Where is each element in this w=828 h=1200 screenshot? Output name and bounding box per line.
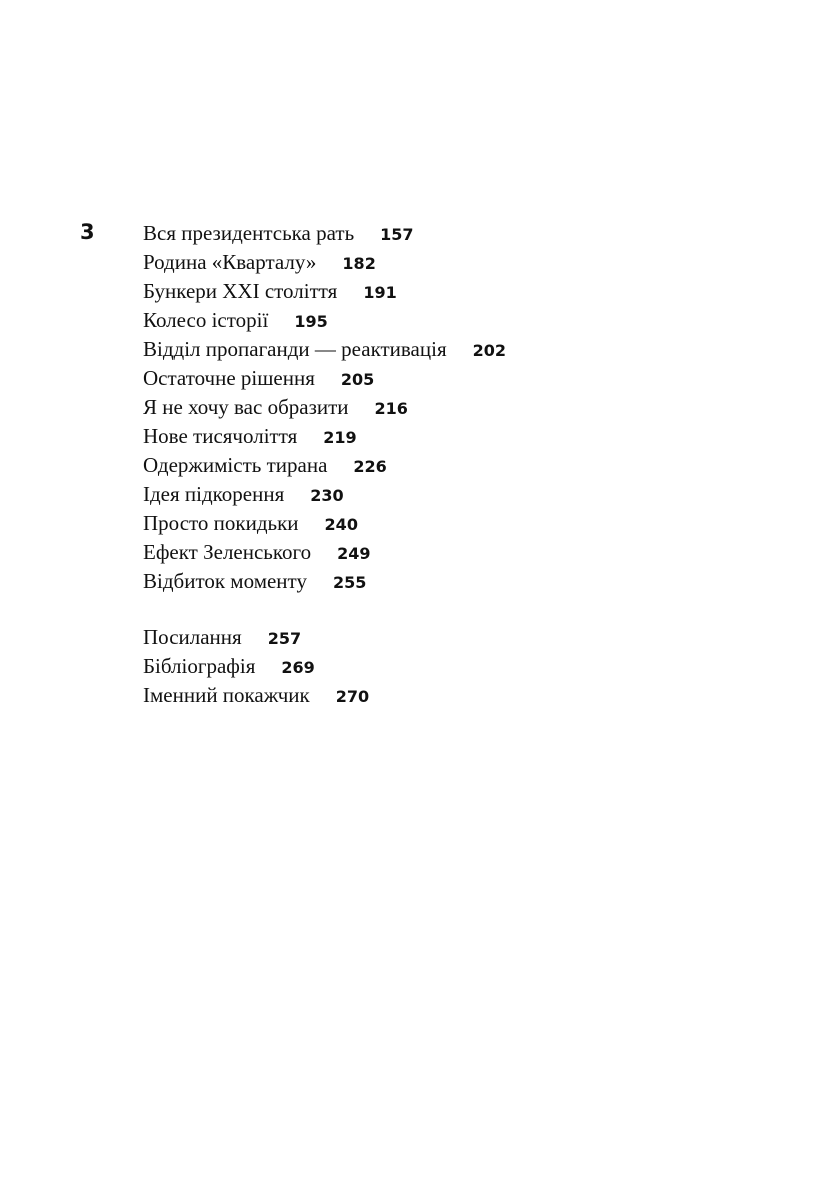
page-number: 191 [363,283,397,302]
page-number: 182 [342,254,376,273]
toc-entry [143,306,506,335]
page-number: 205 [340,370,375,389]
toc-entry [143,451,506,480]
chapter-title: Родина «Кварталу» [143,250,317,274]
part-number: 3 [80,220,95,244]
page-number: 202 [472,341,507,360]
chapter-title: Я не хочу вас образити [143,395,349,419]
section-title: Іменний покажчик [143,683,310,707]
toc-entry [143,422,506,451]
toc-entry [143,277,506,306]
page-number: 257 [267,629,302,648]
chapter-title: Ідея підкорення [143,482,285,506]
toc-entry [143,248,506,277]
chapter-list [143,219,506,596]
toc-entry [143,538,506,567]
section-title: Посилання [143,625,242,649]
toc-entry [143,652,369,681]
chapter-title: Бункери XXI століття [143,279,338,303]
toc-entry [143,335,506,364]
page-number: 219 [323,428,357,447]
page-number: 230 [310,486,344,505]
chapter-title: Остаточне рішення [143,366,315,390]
toc-entry [143,623,369,652]
page-number: 249 [337,544,371,563]
page-number: 270 [335,687,370,706]
chapter-title: Відділ пропаганди — реактивація [143,337,447,361]
page-number: 157 [380,225,414,244]
chapter-title: Відбиток моменту [143,569,307,593]
chapter-title: Одержимість тирана [143,453,328,477]
page-number: 216 [374,399,408,418]
toc-entry [143,509,506,538]
chapter-title: Вся президентська рать [143,221,355,245]
section-title: Бібліографія [143,654,256,678]
chapter-title: Просто покидьки [143,511,299,535]
page-number: 255 [332,573,367,592]
page-number: 269 [281,658,315,677]
page-number: 226 [353,457,387,476]
page-number: 240 [324,515,358,534]
chapter-title: Нове тисячоліття [143,424,298,448]
toc-entry [143,393,506,422]
toc-entry [143,480,506,509]
back-matter-list [143,623,369,710]
chapter-title: Ефект Зеленського [143,540,312,564]
page-number: 195 [294,312,328,331]
toc-entry [143,681,369,710]
toc-entry [143,219,506,248]
toc-entry [143,567,506,596]
toc-entry [143,364,506,393]
chapter-title: Колесо історії [143,308,269,332]
